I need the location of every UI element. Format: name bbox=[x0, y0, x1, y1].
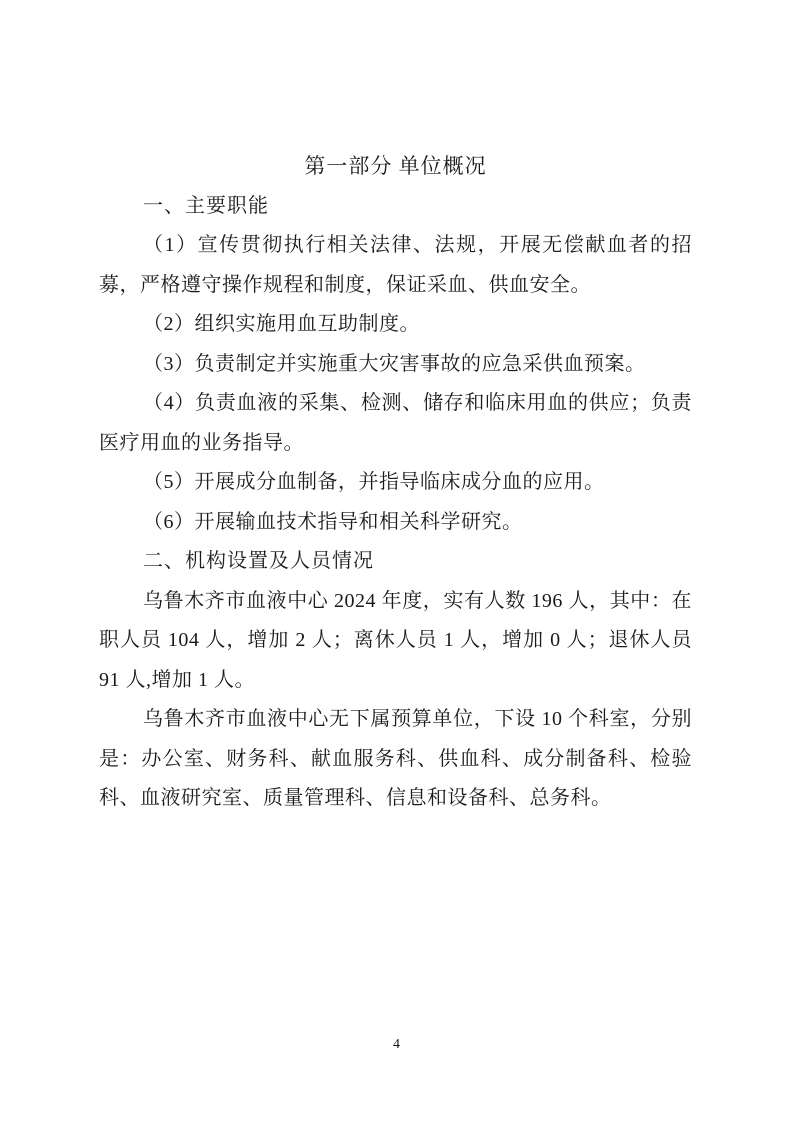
section-1-heading: 一、主要职能 bbox=[143, 194, 269, 217]
section-1-paragraph-2: （2）组织实施用血互助制度。 bbox=[143, 313, 420, 335]
section-1-paragraph-4: （4）负责血液的采集、检测、储存和临床用血的供应；负责医疗用血的业务指导。 bbox=[99, 392, 692, 454]
page-title: 第一部分 单位概况 bbox=[304, 154, 487, 178]
section-2-paragraph-1: 乌鲁木齐市血液中心 2024 年度，实有人数 196 人，其中：在职人员 104 人，增加 2 人；离休人员 1 人，增加 0 人；退休人员 91 人,增加 1 人。 bbox=[99, 589, 692, 691]
section-2-paragraph-2: 乌鲁木齐市血液中心无下属预算单位，下设 10 个科室，分别是：办公室、财务科、献血服务科、供血科、成分制备科、检验科、血液研究室、质量管理科、信息和设备科、总务科。 bbox=[99, 708, 692, 809]
section-1-paragraph-6: （6）开展输血技术指导和相关科学研究。 bbox=[143, 510, 523, 533]
page-number: 4 bbox=[393, 1037, 400, 1052]
section-1-paragraph-1: （1）宣传贯彻执行相关法律、法规，开展无偿献血者的招募，严格遵守操作规程和制度，保证采血、供血安全。 bbox=[99, 234, 692, 296]
section-1-paragraph-3: （3）负责制定并实施重大灾害事故的应急采供血预案。 bbox=[143, 352, 646, 375]
section-2-heading: 二、机构设置及人员情况 bbox=[143, 550, 374, 572]
section-1-paragraph-5: （5）开展成分血制备，并指导临床成分血的应用。 bbox=[143, 471, 605, 493]
document-body bbox=[99, 147, 692, 819]
